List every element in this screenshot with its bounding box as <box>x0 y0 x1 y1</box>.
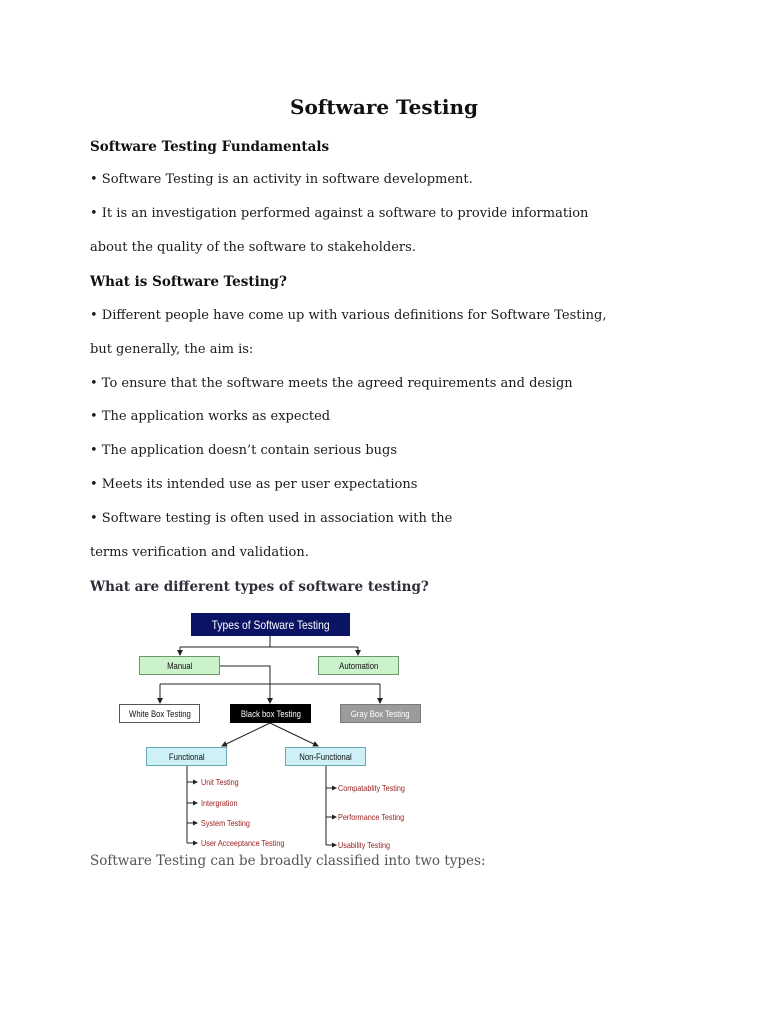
functional-item-user-acceptance-testing: User Acceeptance Testing <box>201 838 285 848</box>
non-functional-label: Non-Functional <box>299 751 352 762</box>
non-functional-item-performance-testing: Performance Testing <box>338 812 405 822</box>
document-title: Software Testing <box>290 95 478 119</box>
functional-item-system-testing: System Testing <box>201 818 250 828</box>
functional-item-integration: Intergration <box>201 798 238 808</box>
connector-black-to-non-functional <box>270 723 318 746</box>
fundamentals-line-3: about the quality of the software to stakeholders. <box>90 240 416 255</box>
what-is-line-7: • Software testing is often used in association with the <box>90 511 453 526</box>
manual-box <box>139 656 220 675</box>
white-box-testing-label: White Box Testing <box>128 708 191 719</box>
what-is-line-6: • Meets its intended use as per user expectations <box>90 477 418 492</box>
automation-box <box>318 656 399 675</box>
what-is-line-5: • The application doesn’t contain serious bugs <box>90 443 398 458</box>
functional-box <box>146 747 227 766</box>
heading-types: What are different types of software testing? <box>90 579 429 595</box>
connector-black-to-functional <box>222 723 270 746</box>
non-functional-box <box>285 747 366 766</box>
automation-label: Automation <box>338 660 379 671</box>
closing-line: Software Testing can be broadly classified into two types: <box>90 853 486 869</box>
functional-item-unit-testing: Unit Testing <box>201 777 239 787</box>
heading-fundamentals: Software Testing Fundamentals <box>90 139 330 155</box>
what-is-line-4: • The application works as expected <box>90 409 331 424</box>
white-box-testing-box <box>119 704 200 723</box>
gray-box-testing-box <box>340 704 421 723</box>
non-functional-item-compatibility-testing: Compatablity Testing <box>338 783 405 793</box>
what-is-line-2: but generally, the aim is: <box>90 342 254 357</box>
fundamentals-line-2: • It is an investigation performed against a software to provide information <box>90 206 589 221</box>
what-is-line-1: • Different people have come up with various definitions for Software Testing, <box>90 308 607 323</box>
functional-label: Functional <box>168 751 205 762</box>
what-is-line-8: terms verification and validation. <box>90 545 309 560</box>
connector-manual-to-black-box <box>220 666 270 703</box>
non-functional-item-usability-testing: Usability Testing <box>338 840 391 850</box>
diagram-root-box <box>191 613 350 636</box>
gray-box-testing-label: Gray Box Testing <box>351 708 410 719</box>
fundamentals-line-1: • Software Testing is an activity in software development. <box>90 172 473 187</box>
heading-what-is: What is Software Testing? <box>90 274 287 290</box>
black-box-testing-box <box>230 704 311 723</box>
manual-label: Manual <box>166 660 193 671</box>
diagram-root-label: Types of Software Testing <box>211 617 330 632</box>
what-is-line-3: • To ensure that the software meets the agreed requirements and design <box>90 376 573 391</box>
black-box-testing-label: Black box Testing <box>240 708 301 719</box>
